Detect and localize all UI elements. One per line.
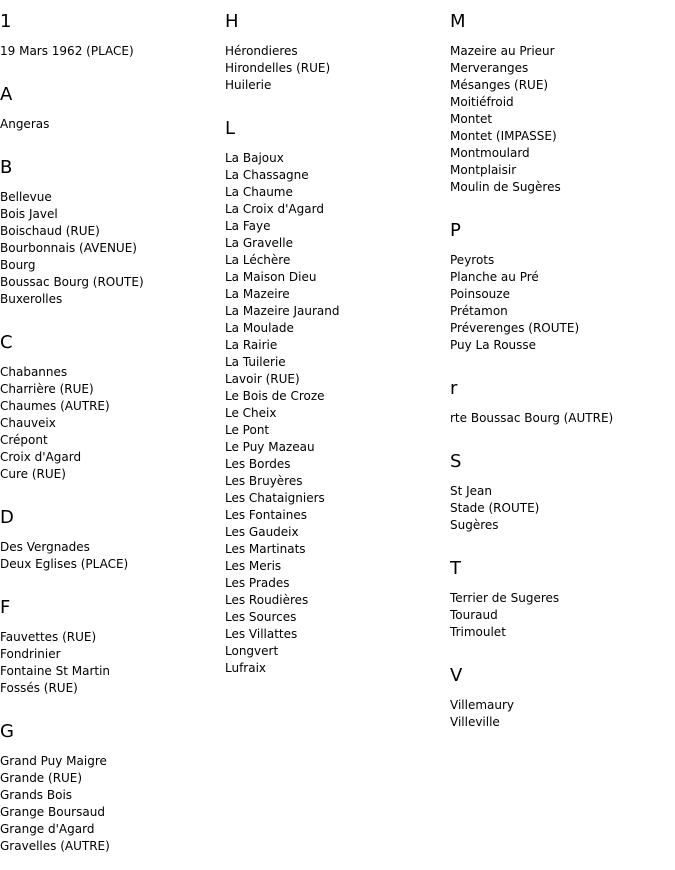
street-list: [0, 116, 220, 133]
street-list: [0, 364, 220, 483]
letter-group: [450, 379, 675, 427]
letter-heading: G: [0, 721, 14, 742]
letter-group: [450, 559, 675, 641]
index-column-3: [450, 12, 675, 731]
street-list: [225, 150, 445, 677]
street-list: [0, 189, 220, 308]
letter-group: [0, 508, 220, 573]
street-list: [450, 252, 675, 354]
street-link[interactable]: Fontaine St Martin: [0, 664, 111, 678]
street-list: [450, 43, 675, 196]
street-link[interactable]: Le Puy Mazeau: [225, 440, 315, 454]
street-link[interactable]: Stade (ROUTE): [450, 501, 540, 515]
letter-group: [0, 722, 220, 855]
street-link[interactable]: Terrier de Sugeres: [450, 591, 560, 605]
letter-heading: A: [0, 84, 13, 105]
street-link[interactable]: Préverenges (ROUTE): [450, 321, 580, 335]
street-link[interactable]: Buxerolles: [0, 292, 63, 306]
street-link[interactable]: Grange Boursaud: [0, 805, 105, 819]
street-link[interactable]: Les Sources: [225, 610, 297, 624]
street-link[interactable]: La Léchère: [225, 253, 291, 267]
street-link[interactable]: Le Bois de Croze: [225, 389, 325, 403]
letter-group: [0, 333, 220, 483]
street-link[interactable]: Les Prades: [225, 576, 290, 590]
street-link[interactable]: La Chaume: [225, 185, 293, 199]
street-link[interactable]: Montplaisir: [450, 163, 517, 177]
street-link[interactable]: Le Pont: [225, 423, 270, 437]
street-link[interactable]: Villemaury: [450, 698, 515, 712]
letter-heading: D: [0, 507, 14, 528]
letter-heading: V: [450, 665, 463, 686]
letter-heading: S: [450, 451, 462, 472]
street-link[interactable]: Les Bordes: [225, 457, 291, 471]
street-link[interactable]: Merveranges: [450, 61, 529, 75]
street-link[interactable]: La Faye: [225, 219, 271, 233]
letter-heading: F: [0, 597, 11, 618]
letter-heading: P: [450, 220, 461, 241]
street-link[interactable]: Bourbonnais (AVENUE): [0, 241, 137, 255]
letter-heading: H: [225, 11, 239, 32]
street-link[interactable]: St Jean: [450, 484, 493, 498]
letter-heading: T: [450, 558, 461, 579]
street-link[interactable]: Chaumes (AUTRE): [0, 399, 110, 413]
letter-group: [0, 85, 220, 133]
letter-heading: r: [450, 378, 458, 399]
street-link[interactable]: Chauveix: [0, 416, 56, 430]
street-link[interactable]: Les Gaudeix: [225, 525, 299, 539]
street-link[interactable]: Lavoir (RUE): [225, 372, 300, 386]
street-link[interactable]: rte Boussac Bourg (AUTRE): [450, 411, 614, 425]
street-link[interactable]: Fauvettes (RUE): [0, 630, 97, 644]
letter-group: [450, 452, 675, 534]
street-link[interactable]: Les Roudières: [225, 593, 309, 607]
street-link[interactable]: Les Meris: [225, 559, 282, 573]
street-link[interactable]: Poinsouze: [450, 287, 510, 301]
street-link[interactable]: Hirondelles (RUE): [225, 61, 331, 75]
letter-heading: M: [450, 11, 466, 32]
street-link[interactable]: Planche au Pré: [450, 270, 539, 284]
street-link[interactable]: Montet (IMPASSE): [450, 129, 557, 143]
street-link[interactable]: Bellevue: [0, 190, 52, 204]
index-column-1: [0, 12, 220, 855]
street-link[interactable]: Le Cheix: [225, 406, 277, 420]
street-link[interactable]: Crépont: [0, 433, 48, 447]
street-link[interactable]: Boischaud (RUE): [0, 224, 100, 238]
street-link[interactable]: Cure (RUE): [0, 467, 66, 481]
street-link[interactable]: La Chassagne: [225, 168, 309, 182]
street-link[interactable]: Des Vergnades: [0, 540, 90, 554]
street-list: [450, 410, 675, 427]
street-link[interactable]: La Maison Dieu: [225, 270, 317, 284]
letter-group: [450, 666, 675, 731]
street-link[interactable]: Mazeire au Prieur: [450, 44, 555, 58]
street-link[interactable]: Lufraix: [225, 661, 267, 675]
street-link[interactable]: Charrière (RUE): [0, 382, 94, 396]
letter-group: [225, 119, 445, 677]
street-link[interactable]: Les Fontaines: [225, 508, 307, 522]
street-list: [450, 483, 675, 534]
street-link[interactable]: Les Villattes: [225, 627, 298, 641]
street-list: [225, 43, 445, 94]
street-link[interactable]: Sugères: [450, 518, 499, 532]
street-link[interactable]: Grand Puy Maigre: [0, 754, 107, 768]
street-list: [0, 753, 220, 855]
street-link[interactable]: Montmoulard: [450, 146, 530, 160]
street-link[interactable]: La Mazeire Jaurand: [225, 304, 340, 318]
street-list: [450, 697, 675, 731]
street-link[interactable]: Peyrots: [450, 253, 495, 267]
letter-group: [0, 158, 220, 308]
street-link[interactable]: La Moulade: [225, 321, 294, 335]
street-link[interactable]: Fondrinier: [0, 647, 61, 661]
street-link[interactable]: Grands Bois: [0, 788, 73, 802]
street-link[interactable]: 19 Mars 1962 (PLACE): [0, 44, 134, 58]
letter-group: [225, 12, 445, 94]
street-link[interactable]: Les Bruyères: [225, 474, 303, 488]
street-link[interactable]: Bourg: [0, 258, 36, 272]
street-link[interactable]: Villeville: [450, 715, 500, 729]
street-link[interactable]: Croix d'Agard: [0, 450, 82, 464]
street-link[interactable]: La Mazeire: [225, 287, 290, 301]
letter-group: [0, 12, 220, 60]
street-link[interactable]: Mésanges (RUE): [450, 78, 549, 92]
street-link[interactable]: Longvert: [225, 644, 279, 658]
street-link[interactable]: Moulin de Sugères: [450, 180, 561, 194]
street-link[interactable]: Puy La Rousse: [450, 338, 537, 352]
street-link[interactable]: La Bajoux: [225, 151, 284, 165]
street-link[interactable]: Grange d'Agard: [0, 822, 95, 836]
street-list: [450, 590, 675, 641]
street-link[interactable]: Les Chataigniers: [225, 491, 325, 505]
street-link[interactable]: Deux Eglises (PLACE): [0, 557, 129, 571]
street-link[interactable]: Grande (RUE): [0, 771, 83, 785]
index-column-2: [225, 12, 445, 677]
street-link[interactable]: Moitiéfroid: [450, 95, 514, 109]
street-link[interactable]: La Gravelle: [225, 236, 293, 250]
street-link[interactable]: Gravelles (AUTRE): [0, 839, 110, 853]
street-link[interactable]: Touraud: [450, 608, 498, 622]
street-link[interactable]: La Rairie: [225, 338, 278, 352]
letter-group: [450, 12, 675, 196]
street-list: [0, 539, 220, 573]
street-link[interactable]: Trimoulet: [450, 625, 506, 639]
street-link[interactable]: La Croix d'Agard: [225, 202, 324, 216]
street-link[interactable]: Bois Javel: [0, 207, 58, 221]
street-link[interactable]: Angeras: [0, 117, 50, 131]
street-link[interactable]: La Tuilerie: [225, 355, 286, 369]
letter-heading: L: [225, 118, 236, 139]
letter-heading: C: [0, 332, 13, 353]
street-link[interactable]: Boussac Bourg (ROUTE): [0, 275, 144, 289]
street-link[interactable]: Hérondieres: [225, 44, 298, 58]
street-link[interactable]: Les Martinats: [225, 542, 306, 556]
letter-group: [450, 221, 675, 354]
street-list: [0, 629, 220, 697]
street-list: [0, 43, 220, 60]
street-link[interactable]: Huilerie: [225, 78, 272, 92]
street-link[interactable]: Chabannes: [0, 365, 68, 379]
street-link[interactable]: Montet: [450, 112, 493, 126]
street-link[interactable]: Fossés (RUE): [0, 681, 78, 695]
letter-group: [0, 598, 220, 697]
letter-heading: B: [0, 157, 13, 178]
letter-heading: 1: [0, 11, 12, 32]
street-link[interactable]: Prétamon: [450, 304, 508, 318]
